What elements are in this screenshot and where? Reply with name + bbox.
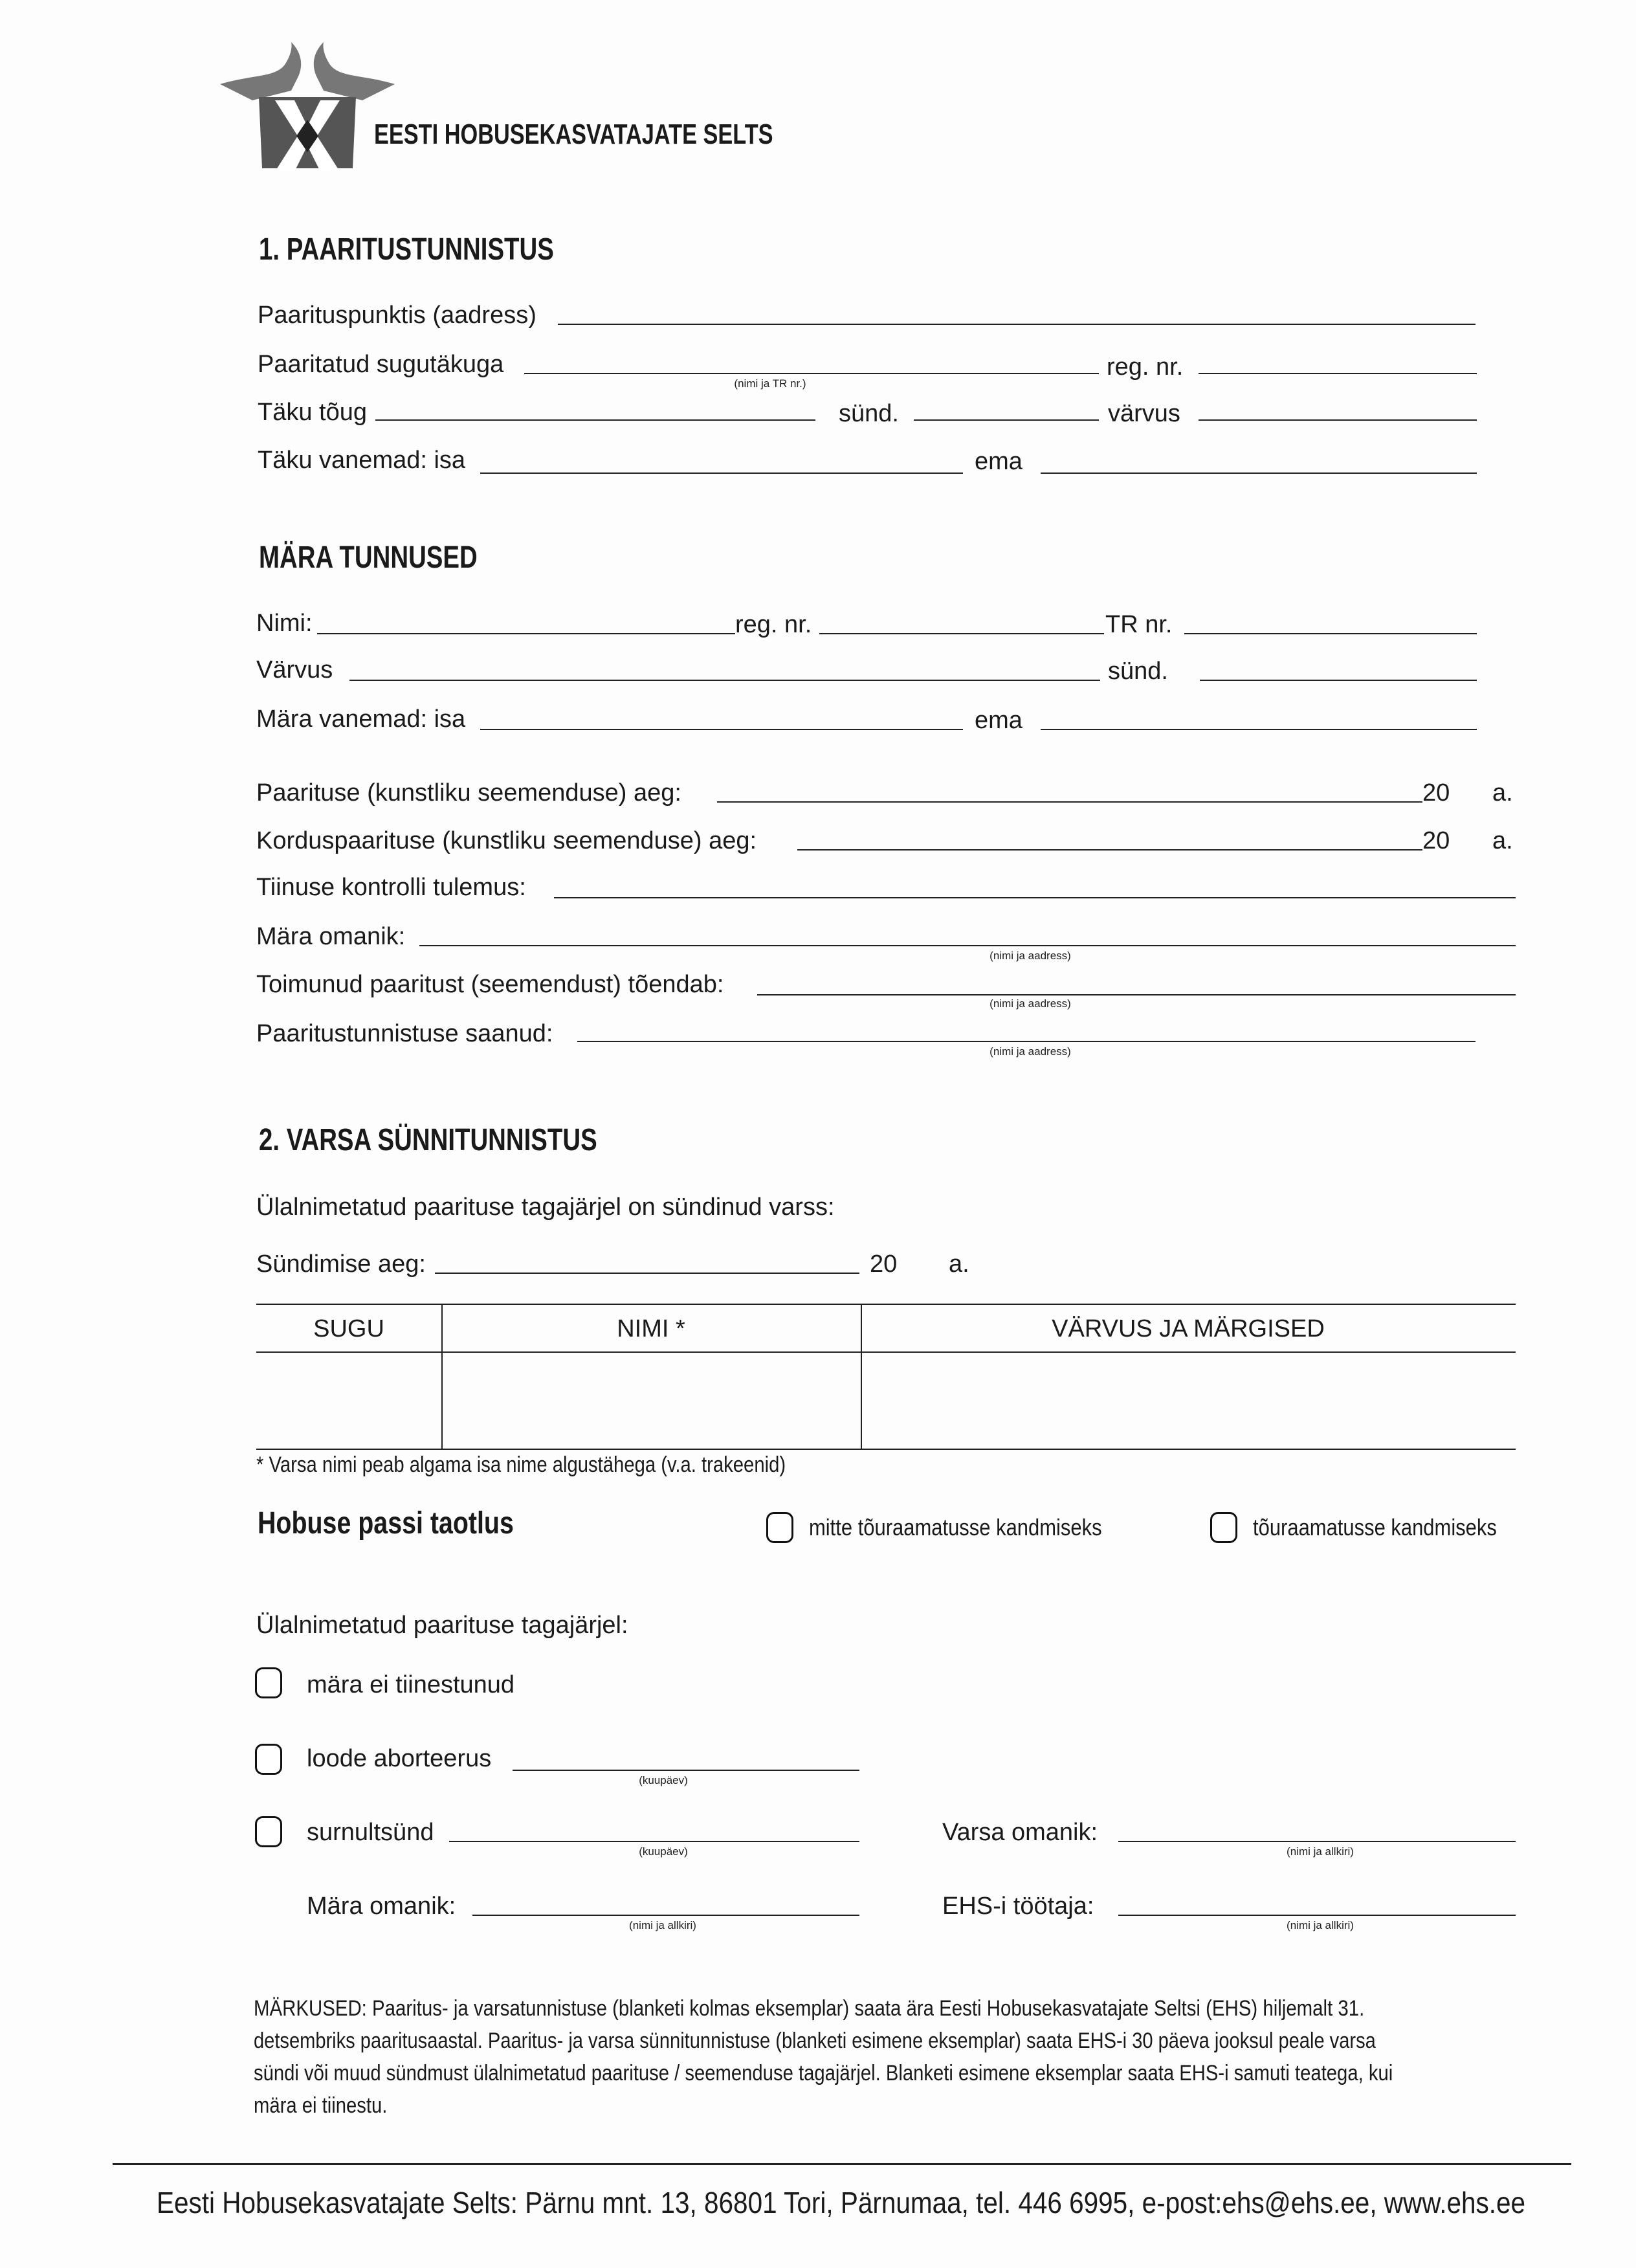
notes-line: detsembriks paaritusaastal. Paaritus- ja varsa sünnitunnistuse (blanketi esimene eksemplar) saata EHS-i 30 päeva jooksul peale varsa (254, 2029, 1376, 2053)
footer-divider (113, 2163, 1571, 2165)
outcome-mare-owner-field[interactable] (472, 1915, 859, 1916)
breed-field[interactable] (375, 419, 815, 421)
org-name: EESTI HOBUSEKASVATAJATE SELTS (374, 118, 773, 150)
breed-label: Täku tõug (258, 399, 367, 426)
checkbox-abortion[interactable] (255, 1744, 282, 1775)
abortion-date-caption: (kuupäev) (639, 1774, 688, 1786)
abortion-date-field[interactable] (513, 1770, 859, 1771)
stillborn-label: surnultsünd (307, 1819, 434, 1846)
foal-intro: Ülalnimetatud paarituse tagajärjel on sündinud varss: (256, 1194, 835, 1221)
section2-title: 2. VARSA SÜNNITUNNISTUS (259, 1123, 597, 1157)
mare-tr-field[interactable] (1184, 633, 1477, 634)
mare-parents-label: Mära vanemad: isa (256, 706, 466, 733)
stallion-caption: (nimi ja TR nr.) (734, 377, 806, 390)
mare-reg-label: reg. nr. (735, 611, 812, 638)
stillborn-date-field[interactable] (449, 1841, 859, 1842)
outcome-intro: Ülalnimetatud paarituse tagajärjel: (256, 1612, 628, 1639)
stallion-reg-field[interactable] (1199, 373, 1477, 374)
received-field[interactable] (577, 1041, 1476, 1042)
checkbox-stillborn[interactable] (255, 1816, 282, 1847)
mare-name-field[interactable] (317, 633, 735, 634)
stallion-reg-label: reg. nr. (1107, 353, 1184, 381)
confirm-label: Toimunud paaritust (seemendust) tõendab: (256, 971, 724, 998)
section1-title: 1. PAARITUSTUNNISTUS (259, 232, 554, 267)
pregnancy-label: Tiinuse kontrolli tulemus: (256, 874, 526, 901)
table-header-color: VÄRVUS JA MÄRGISED (1052, 1315, 1325, 1342)
received-caption: (nimi ja aadress) (989, 1045, 1071, 1058)
mare-title: MÄRA TUNNUSED (259, 540, 478, 575)
stallion-label: Paaritatud sugutäkuga (258, 351, 504, 378)
stallion-born-field[interactable] (914, 419, 1099, 421)
notes-line: mära ei tiinestu. (254, 2093, 388, 2118)
mare-dam-label: ema (975, 707, 1022, 734)
notes-line: sündi või muud sündmust ülalnimetatud paarituse / seemenduse tagajärjel. Blanketi esimene eksemplar saata EHS-i samuti teatega, kui (254, 2061, 1393, 2085)
ehs-worker-caption: (nimi ja allkiri) (1287, 1919, 1354, 1931)
checkbox-not-studbook[interactable] (766, 1512, 793, 1543)
abortion-label: loode aborteerus (307, 1745, 492, 1772)
mating-field[interactable] (717, 801, 1422, 803)
ehs-worker-field[interactable] (1118, 1915, 1516, 1916)
mare-color-label: Värvus (256, 656, 333, 684)
table-cell-color[interactable] (862, 1353, 1516, 1447)
mare-born-field[interactable] (1200, 680, 1477, 681)
option-studbook: tõuraamatusse kandmiseks (1253, 1514, 1497, 1540)
received-label: Paaritustunnistuse saanud: (256, 1020, 553, 1047)
foal-owner-field[interactable] (1118, 1841, 1516, 1842)
birth-label: Sündimise aeg: (256, 1251, 426, 1278)
mare-tr-label: TR nr. (1105, 611, 1173, 638)
address-field[interactable] (558, 324, 1476, 325)
mare-owner-field[interactable] (419, 945, 1516, 946)
table-header-name: NIMI * (617, 1315, 685, 1342)
stallion-dam-field[interactable] (1041, 472, 1477, 474)
mating-label: Paarituse (kunstliku seemenduse) aeg: (256, 779, 681, 806)
table-header-sex: SUGU (313, 1315, 384, 1342)
foal-owner-caption: (nimi ja allkiri) (1287, 1845, 1354, 1858)
foal-table (256, 1304, 1516, 1450)
mating-year-prefix: 20 (1422, 779, 1450, 806)
stallion-parents-label: Täku vanemad: isa (258, 447, 466, 474)
mare-owner-caption: (nimi ja aadress) (989, 950, 1071, 962)
stallion-color-field[interactable] (1199, 419, 1477, 421)
stillborn-date-caption: (kuupäev) (639, 1845, 688, 1858)
mare-dam-field[interactable] (1041, 729, 1477, 730)
mare-sire-field[interactable] (480, 729, 963, 730)
checkbox-not-pregnant[interactable] (255, 1667, 282, 1698)
footer-contact: Eesti Hobusekasvatajate Selts: Pärnu mnt. 13, 86801 Tori, Pärnumaa, tel. 446 6995, e-post:ehs@ehs.ee, www.ehs.ee (157, 2186, 1526, 2219)
notes-line: MÄRKUSED: Paaritus- ja varsatunnistuse (blanketi kolmas eksemplar) saata ära Eesti Hobusekasvatajate Seltsi (EHS) hiljemalt 31. (254, 1996, 1365, 2021)
birth-year-prefix: 20 (870, 1251, 898, 1278)
mare-reg-field[interactable] (819, 633, 1104, 634)
outcome-mare-owner-label: Mära omanik: (307, 1893, 456, 1920)
outcome-mare-owner-caption: (nimi ja allkiri) (629, 1919, 696, 1931)
stallion-dam-label: ema (975, 448, 1022, 475)
stallion-sire-field[interactable] (480, 472, 963, 474)
remating-year-suffix: a. (1492, 827, 1513, 854)
checkbox-studbook[interactable] (1210, 1512, 1237, 1543)
ehs-logo (214, 39, 401, 188)
mare-name-label: Nimi: (256, 610, 313, 637)
not-pregnant-label: mära ei tiinestunud (307, 1671, 515, 1698)
stallion-field[interactable] (524, 373, 1099, 374)
remating-field[interactable] (797, 849, 1422, 850)
passport-title: Hobuse passi taotlus (258, 1506, 514, 1540)
option-not-studbook: mitte tõuraamatusse kandmiseks (809, 1514, 1102, 1540)
ehs-worker-label: EHS-i töötaja: (942, 1893, 1094, 1920)
table-cell-sex[interactable] (256, 1353, 440, 1447)
confirm-field[interactable] (757, 994, 1516, 995)
stallion-color-label: värvus (1108, 400, 1180, 427)
birth-year-suffix: a. (949, 1251, 969, 1278)
foal-owner-label: Varsa omanik: (942, 1819, 1098, 1846)
mare-owner-label: Mära omanik: (256, 923, 406, 950)
mating-year-suffix: a. (1492, 779, 1513, 806)
stallion-born-label: sünd. (839, 400, 899, 427)
confirm-caption: (nimi ja aadress) (989, 997, 1071, 1010)
foal-footnote: * Varsa nimi peab algama isa nime algustähega (v.a. trakeenid) (256, 1452, 786, 1477)
remating-year-prefix: 20 (1422, 827, 1450, 854)
mare-color-field[interactable] (349, 680, 1100, 681)
pregnancy-field[interactable] (554, 897, 1516, 898)
mare-born-label: sünd. (1108, 658, 1168, 685)
address-label: Paarituspunktis (aadress) (258, 302, 536, 329)
table-cell-name[interactable] (443, 1353, 859, 1447)
remating-label: Korduspaarituse (kunstliku seemenduse) aeg: (256, 827, 757, 854)
birth-field[interactable] (435, 1273, 859, 1274)
